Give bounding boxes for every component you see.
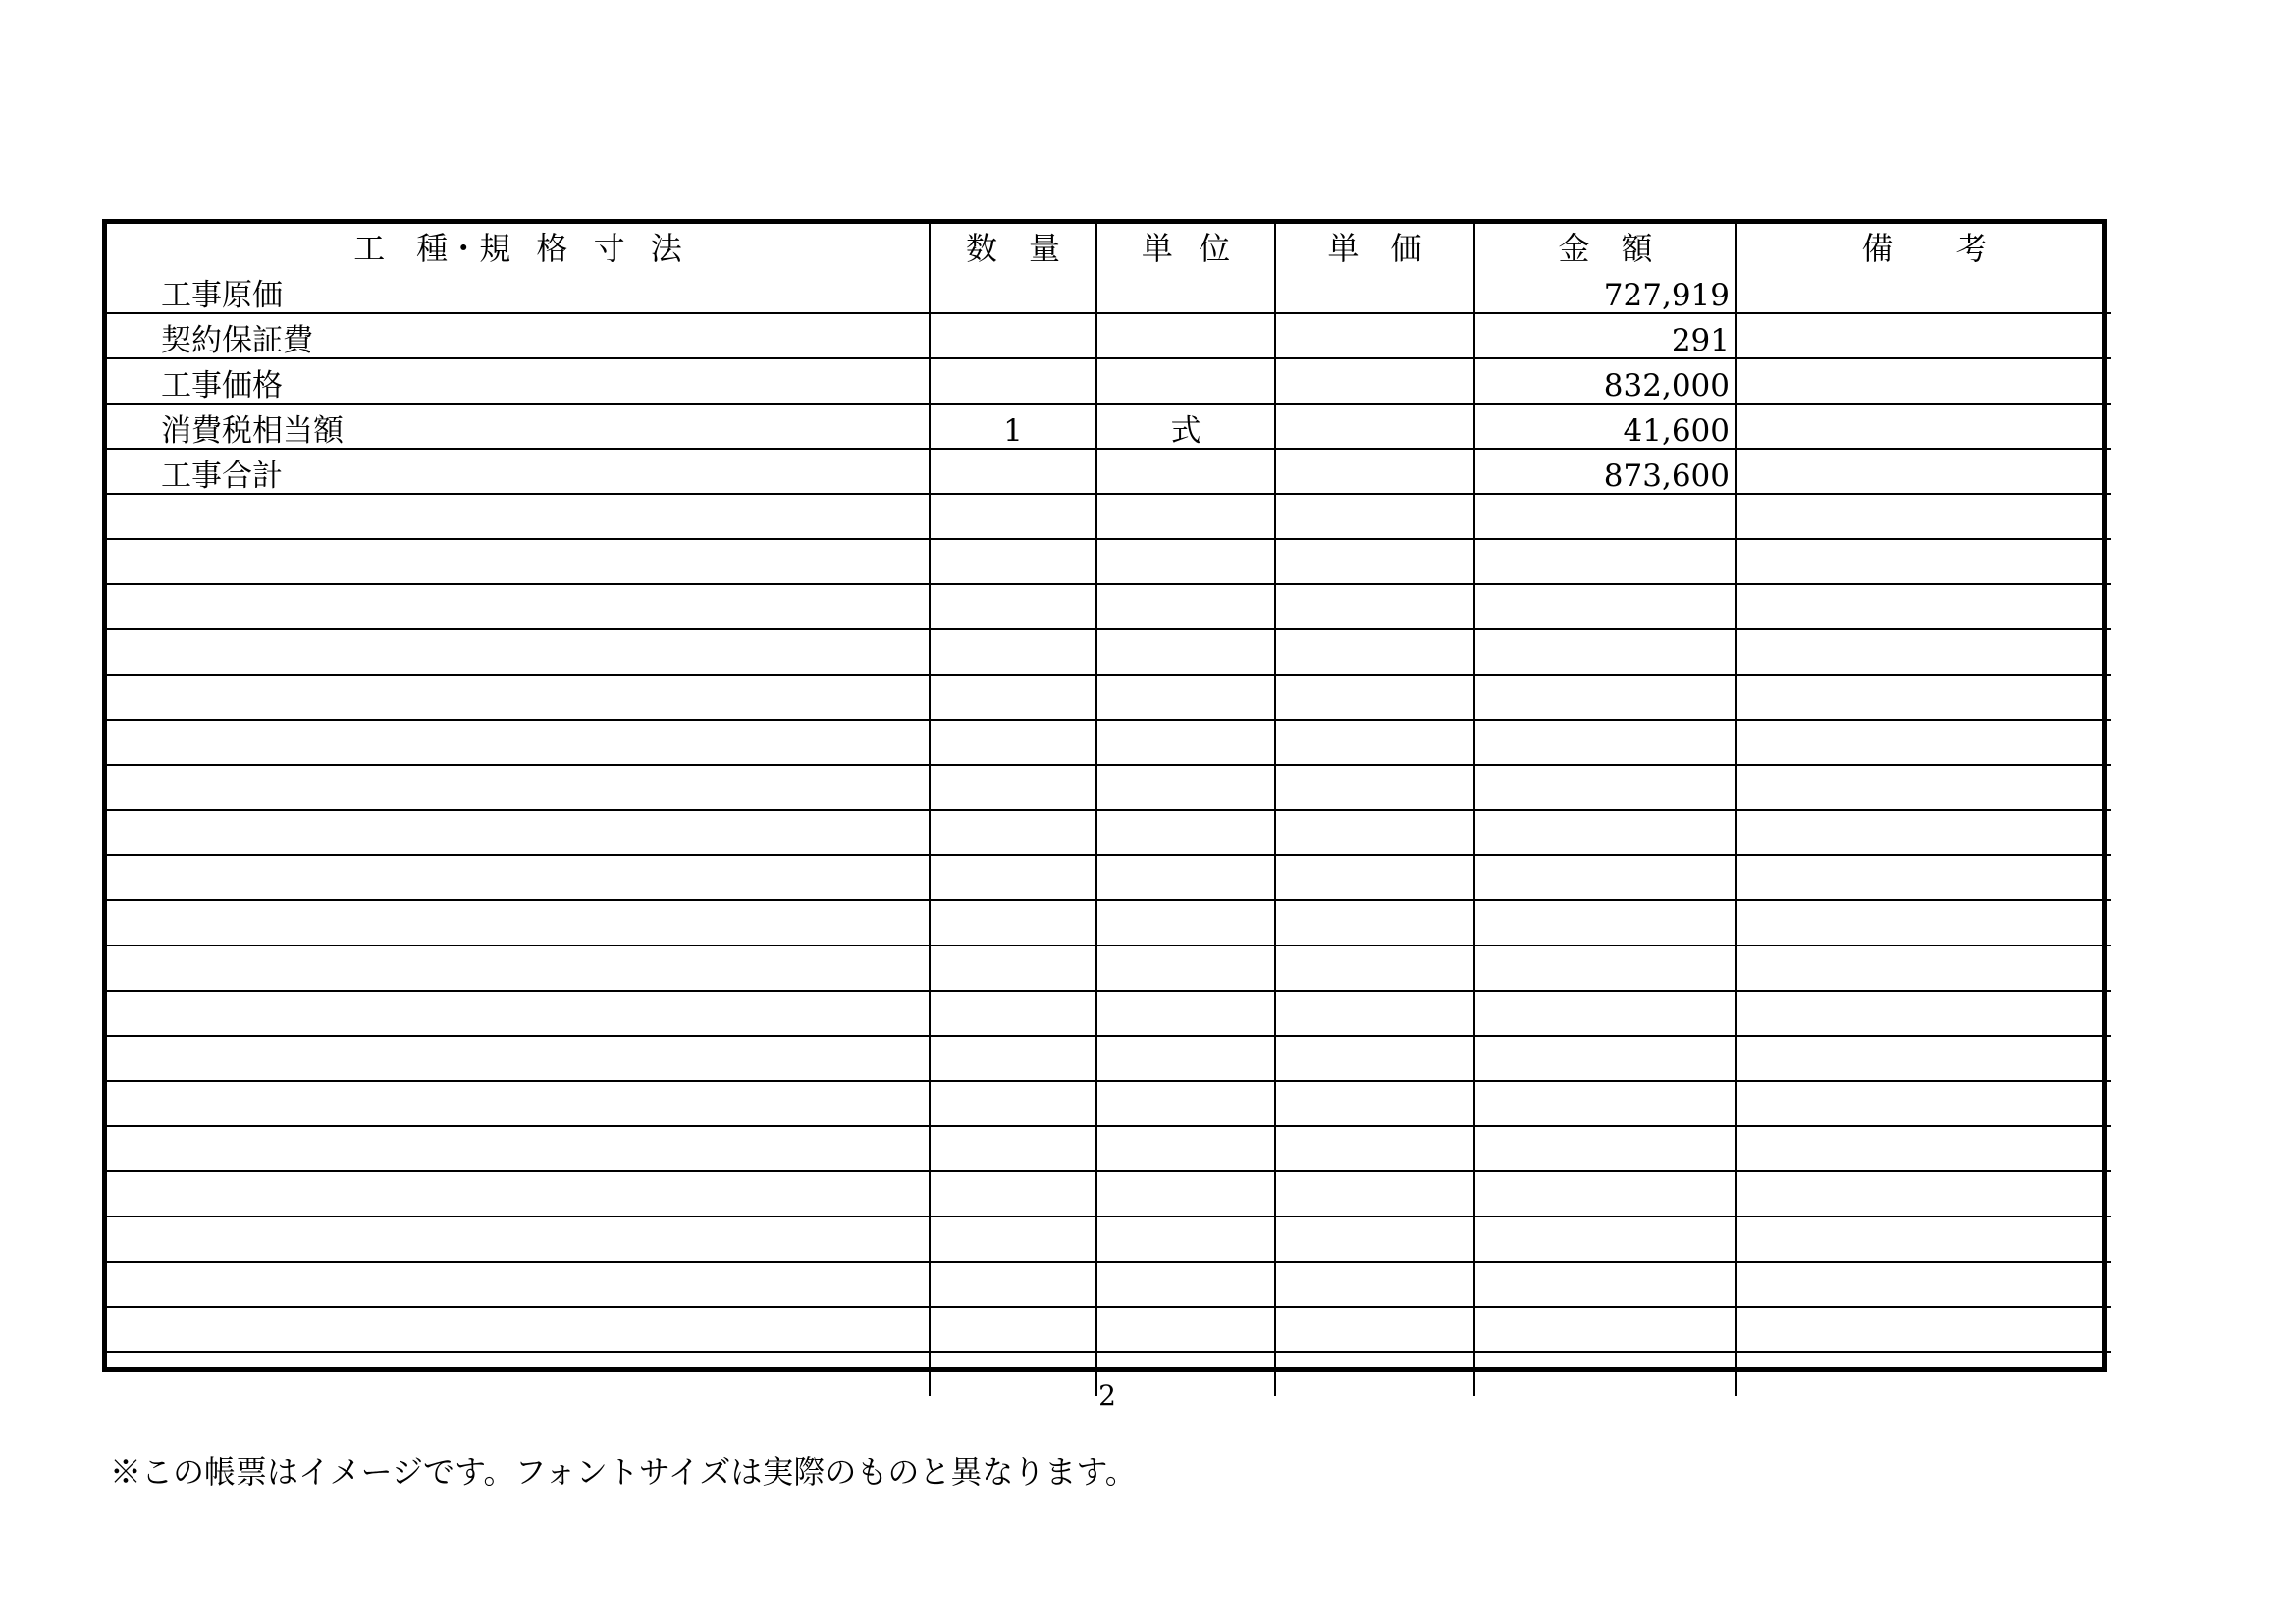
cell-unit xyxy=(1096,675,1275,720)
cell-amount: 291 xyxy=(1474,313,1736,358)
cell-name xyxy=(107,1216,930,1262)
cell-amount xyxy=(1474,494,1736,539)
cell-unit xyxy=(1096,1216,1275,1262)
cell-remarks xyxy=(1736,449,2111,494)
cell-name xyxy=(107,1171,930,1216)
cell-name: 工事価格 xyxy=(107,358,930,404)
table-row xyxy=(107,1216,2111,1262)
cell-amount xyxy=(1474,584,1736,629)
cell-quantity xyxy=(930,449,1096,494)
cell-unit-price xyxy=(1275,1307,1474,1352)
cell-quantity xyxy=(930,1216,1096,1262)
cell-name xyxy=(107,1126,930,1171)
cell-quantity xyxy=(930,946,1096,991)
cell-amount xyxy=(1474,1081,1736,1126)
cell-remarks xyxy=(1736,675,2111,720)
cell-unit xyxy=(1096,900,1275,946)
cell-name: 工事原価 xyxy=(107,269,930,313)
cell-quantity xyxy=(930,720,1096,765)
table-row xyxy=(107,991,2111,1036)
cell-unit-price xyxy=(1275,1171,1474,1216)
cell-quantity xyxy=(930,539,1096,584)
cell-remarks xyxy=(1736,720,2111,765)
cell-name: 消費税相当額 xyxy=(107,404,930,449)
cell-remarks xyxy=(1736,1081,2111,1126)
cell-remarks xyxy=(1736,810,2111,855)
cell-name xyxy=(107,494,930,539)
cell-name xyxy=(107,810,930,855)
cell-remarks xyxy=(1736,358,2111,404)
cell-name xyxy=(107,900,930,946)
cell-unit-price xyxy=(1275,1081,1474,1126)
table-row xyxy=(107,810,2111,855)
cell-amount xyxy=(1474,1352,1736,1396)
cell-name xyxy=(107,991,930,1036)
cell-unit-price xyxy=(1275,539,1474,584)
cell-unit-price xyxy=(1275,1036,1474,1081)
cell-amount xyxy=(1474,900,1736,946)
cell-remarks xyxy=(1736,1262,2111,1307)
cell-unit-price xyxy=(1275,1126,1474,1171)
cell-remarks xyxy=(1736,946,2111,991)
cell-unit xyxy=(1096,629,1275,675)
cell-remarks xyxy=(1736,539,2111,584)
cell-unit-price xyxy=(1275,494,1474,539)
cell-unit xyxy=(1096,946,1275,991)
cell-name: 契約保証費 xyxy=(107,313,930,358)
cell-quantity xyxy=(930,629,1096,675)
cell-unit-price xyxy=(1275,269,1474,313)
header-unit: 単 位 xyxy=(1096,224,1275,269)
cell-remarks xyxy=(1736,991,2111,1036)
cell-unit xyxy=(1096,1262,1275,1307)
cell-quantity xyxy=(930,1262,1096,1307)
cell-remarks xyxy=(1736,404,2111,449)
cell-amount: 873,600 xyxy=(1474,449,1736,494)
header-amount: 金 額 xyxy=(1474,224,1736,269)
cell-unit-price xyxy=(1275,810,1474,855)
cell-quantity xyxy=(930,1352,1096,1396)
cell-unit-price xyxy=(1275,900,1474,946)
cell-name xyxy=(107,629,930,675)
table-row xyxy=(107,900,2111,946)
cell-unit xyxy=(1096,991,1275,1036)
cell-quantity xyxy=(930,269,1096,313)
cell-name xyxy=(107,675,930,720)
cell-name xyxy=(107,720,930,765)
cell-amount xyxy=(1474,1216,1736,1262)
cell-unit xyxy=(1096,855,1275,900)
cell-quantity xyxy=(930,358,1096,404)
cell-quantity xyxy=(930,675,1096,720)
header-remarks: 備 考 xyxy=(1736,224,2111,269)
cell-amount xyxy=(1474,1307,1736,1352)
cell-quantity xyxy=(930,900,1096,946)
cell-name xyxy=(107,1081,930,1126)
header-name: 工 種・規 格 寸 法 xyxy=(107,224,930,269)
table-row xyxy=(107,855,2111,900)
cell-name xyxy=(107,946,930,991)
cell-quantity xyxy=(930,1307,1096,1352)
cell-quantity xyxy=(930,1171,1096,1216)
cell-remarks xyxy=(1736,1036,2111,1081)
cell-amount: 832,000 xyxy=(1474,358,1736,404)
cell-unit xyxy=(1096,449,1275,494)
cell-amount xyxy=(1474,539,1736,584)
cell-unit-price xyxy=(1275,675,1474,720)
cell-remarks xyxy=(1736,313,2111,358)
table-row xyxy=(107,675,2111,720)
cell-amount xyxy=(1474,765,1736,810)
table-row xyxy=(107,1126,2111,1171)
table-row xyxy=(107,765,2111,810)
cell-unit xyxy=(1096,494,1275,539)
cell-amount xyxy=(1474,810,1736,855)
cell-unit-price xyxy=(1275,313,1474,358)
cell-amount xyxy=(1474,855,1736,900)
cell-name xyxy=(107,1352,930,1396)
estimate-table-frame xyxy=(102,219,2107,1372)
cell-quantity: 1 xyxy=(930,404,1096,449)
cell-amount xyxy=(1474,675,1736,720)
table-row xyxy=(107,720,2111,765)
cell-quantity xyxy=(930,991,1096,1036)
header-unit-price: 単 価 xyxy=(1275,224,1474,269)
cell-amount: 727,919 xyxy=(1474,269,1736,313)
cell-unit-price xyxy=(1275,449,1474,494)
cell-remarks xyxy=(1736,1307,2111,1352)
cell-name xyxy=(107,765,930,810)
cell-quantity xyxy=(930,494,1096,539)
footnote: ※この帳票はイメージです。フォントサイズは実際のものと異なります。 xyxy=(110,1453,1137,1490)
cell-remarks xyxy=(1736,1352,2111,1396)
cell-quantity xyxy=(930,584,1096,629)
table-row xyxy=(107,358,2111,404)
cell-amount xyxy=(1474,991,1736,1036)
cell-unit-price xyxy=(1275,1262,1474,1307)
cell-unit xyxy=(1096,765,1275,810)
cell-amount xyxy=(1474,1036,1736,1081)
table-body xyxy=(107,269,2111,1396)
table-row xyxy=(107,1171,2111,1216)
cell-unit-price xyxy=(1275,629,1474,675)
table-row xyxy=(107,449,2111,494)
cell-name xyxy=(107,584,930,629)
cell-amount xyxy=(1474,1171,1736,1216)
cell-unit xyxy=(1096,1307,1275,1352)
table-row xyxy=(107,1081,2111,1126)
cell-quantity xyxy=(930,313,1096,358)
table-row xyxy=(107,269,2111,313)
estimate-table xyxy=(107,224,2111,1396)
cell-unit xyxy=(1096,313,1275,358)
cell-unit-price xyxy=(1275,1352,1474,1396)
cell-unit xyxy=(1096,539,1275,584)
table-row xyxy=(107,313,2111,358)
cell-remarks xyxy=(1736,855,2111,900)
cell-unit-price xyxy=(1275,584,1474,629)
cell-unit: 式 xyxy=(1096,404,1275,449)
cell-quantity xyxy=(930,855,1096,900)
cell-remarks xyxy=(1736,1171,2111,1216)
cell-unit xyxy=(1096,358,1275,404)
cell-quantity xyxy=(930,1036,1096,1081)
cell-unit xyxy=(1096,1171,1275,1216)
cell-remarks xyxy=(1736,629,2111,675)
table-row xyxy=(107,539,2111,584)
cell-quantity xyxy=(930,1081,1096,1126)
cell-quantity xyxy=(930,1126,1096,1171)
cell-remarks xyxy=(1736,765,2111,810)
cell-remarks xyxy=(1736,900,2111,946)
cell-unit xyxy=(1096,1081,1275,1126)
table-header-row xyxy=(107,224,2111,269)
table-row xyxy=(107,494,2111,539)
cell-remarks xyxy=(1736,269,2111,313)
cell-name xyxy=(107,1262,930,1307)
page-number: 2 xyxy=(1098,1379,1116,1412)
cell-unit-price xyxy=(1275,1216,1474,1262)
cell-remarks xyxy=(1736,494,2111,539)
cell-amount xyxy=(1474,1126,1736,1171)
cell-name xyxy=(107,855,930,900)
cell-amount xyxy=(1474,720,1736,765)
cell-quantity xyxy=(930,765,1096,810)
cell-unit xyxy=(1096,720,1275,765)
cell-name xyxy=(107,539,930,584)
cell-name xyxy=(107,1036,930,1081)
table-row xyxy=(107,946,2111,991)
cell-unit xyxy=(1096,1036,1275,1081)
cell-unit-price xyxy=(1275,720,1474,765)
cell-unit-price xyxy=(1275,991,1474,1036)
cell-name: 工事合計 xyxy=(107,449,930,494)
cell-unit-price xyxy=(1275,946,1474,991)
cell-quantity xyxy=(930,810,1096,855)
cell-amount xyxy=(1474,629,1736,675)
table-row xyxy=(107,584,2111,629)
cell-remarks xyxy=(1736,1126,2111,1171)
cell-unit-price xyxy=(1275,358,1474,404)
cell-remarks xyxy=(1736,1216,2111,1262)
table-row xyxy=(107,629,2111,675)
header-quantity: 数 量 xyxy=(930,224,1096,269)
cell-unit xyxy=(1096,584,1275,629)
cell-unit-price xyxy=(1275,765,1474,810)
cell-unit-price xyxy=(1275,855,1474,900)
cell-unit-price xyxy=(1275,404,1474,449)
cell-unit xyxy=(1096,1126,1275,1171)
cell-amount xyxy=(1474,1262,1736,1307)
table-row xyxy=(107,404,2111,449)
cell-unit xyxy=(1096,269,1275,313)
cell-name xyxy=(107,1307,930,1352)
cell-unit xyxy=(1096,810,1275,855)
table-row xyxy=(107,1036,2111,1081)
cell-amount: 41,600 xyxy=(1474,404,1736,449)
cell-remarks xyxy=(1736,584,2111,629)
table-row xyxy=(107,1262,2111,1307)
cell-amount xyxy=(1474,946,1736,991)
table-row xyxy=(107,1307,2111,1352)
